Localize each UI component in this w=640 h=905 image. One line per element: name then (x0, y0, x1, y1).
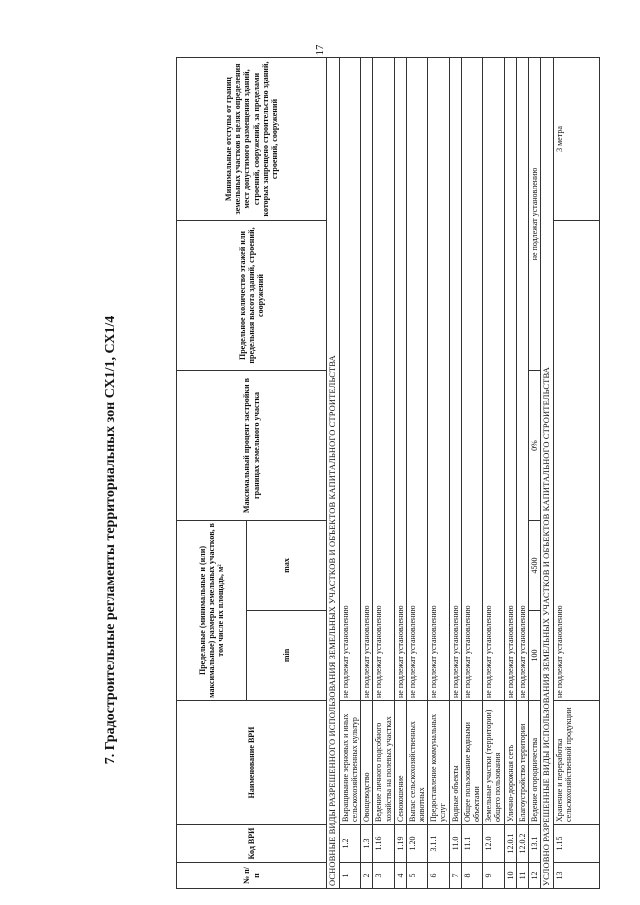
table-row (361, 58, 373, 889)
table-row (339, 58, 360, 889)
cell-code: 1.20 (406, 825, 427, 863)
cell-num: 7 (449, 863, 461, 889)
cell-code: 1.19 (394, 825, 406, 863)
cell-not-set: не подлежат установлению (428, 58, 449, 701)
cell-not-set: не подлежат установлению (339, 58, 360, 701)
table-row (528, 58, 540, 889)
header-min: min (247, 611, 327, 701)
cell-not-set: не подлежат установлению (516, 58, 528, 701)
cell-name: Улично-дорожная сеть (504, 701, 516, 825)
table-row (504, 58, 516, 889)
regulations-table-container (176, 58, 609, 889)
cell-code: 1.16 (373, 825, 394, 863)
cell-code: 12.0.1 (504, 825, 516, 863)
cell-num: 12 (528, 863, 540, 889)
cell-setback: 3 метра (553, 58, 599, 221)
cell-name: Общее пользование водными объектами (461, 701, 482, 825)
section-title-conditional: УСЛОВНО РАЗРЕШЕННЫЕ ВИДЫ ИСПОЛЬЗОВАНИЯ ЗЕМЕЛЬНЫХ УЧАСТКОВ И ОБЪЕКТОВ КАПИТАЛЬНОГО СТРОИТЕЛЬСТВА (541, 58, 554, 889)
section-title-main: ОСНОВНЫЕ ВИДЫ РАЗРЕШЕННОГО ИСПОЛЬЗОВАНИЯ ЗЕМЕЛЬНЫХ УЧАСТКОВ И ОБЪЕКТОВ КАПИТАЛЬНОГО СТРОИТЕЛЬСТВА (327, 58, 340, 889)
cell-not-set: не подлежат установлению (553, 221, 599, 701)
header-size: Предельные (минимальные и (или) максимальные) размеры земельных участков, в том числе их площадь, м² (177, 521, 247, 701)
cell-name: Выпас сельскохозяйственных животных (406, 701, 427, 825)
cell-name: Хранение и переработка сельскохозяйственной продукции (553, 701, 599, 825)
header-setback: Минимальные отступы от границ земельных участков в целях определения мест допустимого размещения зданий, строений, сооружений, за пределами которых запрещено строительство зданий, строений, сооружений (177, 58, 327, 221)
cell-min: 100 (528, 611, 540, 701)
table-row (553, 58, 599, 889)
cell-code: 12.0 (483, 825, 504, 863)
cell-code: 13.1 (528, 825, 540, 863)
table-row (461, 58, 482, 889)
cell-num: 2 (361, 863, 373, 889)
header-floors: Предельное количество этажей или предельная высота зданий, строений, сооружений (177, 221, 327, 371)
page-title-wrapper (103, 240, 119, 840)
table-row (428, 58, 449, 889)
cell-not-set: не подлежат установлению (449, 58, 461, 701)
table-row (373, 58, 394, 889)
page-number: 17 (314, 44, 326, 56)
table-row (394, 58, 406, 889)
cell-max: 4500 (528, 521, 540, 611)
header-name: Наименование ВРИ (177, 701, 327, 825)
cell-percent: 0% (528, 371, 540, 521)
cell-code: 1.3 (361, 825, 373, 863)
cell-name: Водные объекты (449, 701, 461, 825)
regulations-table (176, 57, 600, 889)
cell-num: 5 (406, 863, 427, 889)
cell-num: 4 (394, 863, 406, 889)
header-percent: Максимальный процент застройки в границах земельного участка (177, 371, 327, 521)
table-row (406, 58, 427, 889)
cell-not-set: не подлежат установлению (504, 58, 516, 701)
section-row-conditional (541, 58, 554, 889)
cell-num: 13 (553, 863, 599, 889)
cell-name: Земельные участки (территории) общего пользования (483, 701, 504, 825)
cell-not-set: не подлежат установлению (528, 58, 540, 371)
cell-num: 9 (483, 863, 504, 889)
cell-not-set: не подлежат установлению (394, 58, 406, 701)
cell-name: Сенокошение (394, 701, 406, 825)
section-row-main (327, 58, 340, 889)
table-row (449, 58, 461, 889)
cell-code: 12.0.2 (516, 825, 528, 863)
cell-num: 10 (504, 863, 516, 889)
table-row (516, 58, 528, 889)
cell-num: 8 (461, 863, 482, 889)
page-title: 7. Градостроительные регламенты территориальных зон СХ1/1, СХ1/4 (103, 315, 118, 765)
cell-code: 11.1 (461, 825, 482, 863)
cell-name: Овощеводство (361, 701, 373, 825)
cell-name: Ведение личного подсобного хозяйства на полевых участках (373, 701, 394, 825)
cell-not-set: не подлежат установлению (483, 58, 504, 701)
cell-code: 1.15 (553, 825, 599, 863)
cell-not-set: не подлежат установлению (373, 58, 394, 701)
header-num: № п/п (177, 863, 327, 889)
cell-not-set: не подлежат установлению (361, 58, 373, 701)
cell-num: 3 (373, 863, 394, 889)
table-row (483, 58, 504, 889)
cell-code: 1.2 (339, 825, 360, 863)
cell-num: 1 (339, 863, 360, 889)
cell-name: Выращивание зерновых и иных сельскохозяйственных культур (339, 701, 360, 825)
header-max: max (247, 521, 327, 611)
cell-name: Благоустройство территории (516, 701, 528, 825)
cell-name: Ведение огородничества (528, 701, 540, 825)
cell-not-set: не подлежат установлению (461, 58, 482, 701)
cell-code: 11.0 (449, 825, 461, 863)
cell-name: Предоставление коммунальных услуг (428, 701, 449, 825)
header-code: Код ВРИ (177, 825, 327, 863)
cell-not-set: не подлежат установлению (406, 58, 427, 701)
cell-code: 3.1.1 (428, 825, 449, 863)
cell-num: 11 (516, 863, 528, 889)
cell-num: 6 (428, 863, 449, 889)
